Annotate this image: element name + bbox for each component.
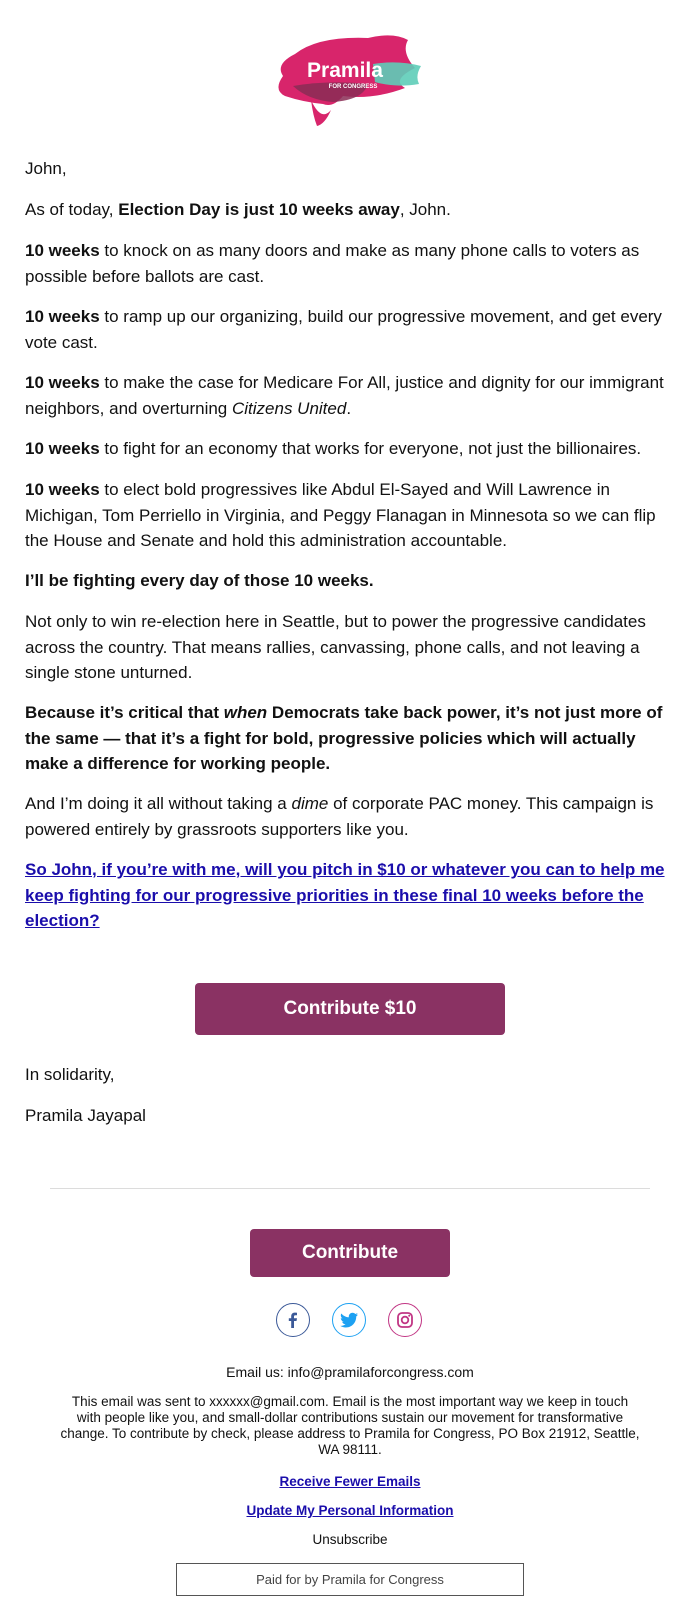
donate-link[interactable]: So John, if you’re with me, will you pitch in $10 or whatever you can to help me keep fighting for our progressive priorities in these final 10 weeks before the election? bbox=[25, 860, 665, 930]
update-info-paragraph bbox=[55, 1503, 645, 1519]
logo-subtitle: FOR CONGRESS bbox=[328, 84, 378, 90]
fewer-emails-paragraph bbox=[55, 1474, 645, 1490]
contribute-10-button[interactable]: Contribute $10 bbox=[195, 983, 505, 1035]
twitter-icon[interactable] bbox=[332, 1303, 366, 1337]
paragraph-doors: 10 weeks to knock on as many doors and make as many phone calls to voters as possible before ballots are cast. bbox=[25, 241, 640, 286]
paragraph-election-day: As of today, Election Day is just 10 weeks away, John. bbox=[25, 200, 451, 219]
cta-paragraph bbox=[25, 857, 670, 934]
paragraph-fighting: I’ll be fighting every day of those 10 weeks. bbox=[25, 571, 374, 590]
paragraph-organizing: 10 weeks to ramp up our organizing, build our progressive movement, and get every vote cast. bbox=[25, 307, 662, 352]
instagram-icon[interactable] bbox=[388, 1303, 422, 1337]
paragraph-seattle: Not only to win re-election here in Seattle, but to power the progressive candidates across the country. That means rallies, canvassing, phone calls, and not leaving a single stone unturned. bbox=[25, 612, 646, 682]
footer-divider bbox=[50, 1188, 650, 1189]
logo-name: Pramila bbox=[307, 59, 383, 82]
signoff: In solidarity, bbox=[25, 1065, 115, 1084]
contribute-button[interactable]: Contribute bbox=[250, 1229, 450, 1277]
update-personal-info-link[interactable]: Update My Personal Information bbox=[246, 1503, 454, 1518]
paid-for-disclaimer: Paid for by Pramila for Congress bbox=[176, 1563, 524, 1596]
email-us-line: Email us: info@pramilaforcongress.com bbox=[226, 1364, 474, 1380]
footer-disclaimer: This email was sent to xxxxxx@gmail.com. Email is the most important way we keep in touch with people like you, and small-dollar contributions sustain our movement for transformative change. To contribute by check, please address to Pramila for Congress, PO Box 21912, Seattle, WA 98111. bbox=[60, 1394, 640, 1457]
receive-fewer-emails-link[interactable]: Receive Fewer Emails bbox=[279, 1474, 421, 1489]
paragraph-pac-money: And I’m doing it all without taking a dime of corporate PAC money. This campaign is powered entirely by grassroots supporters like you. bbox=[25, 794, 654, 839]
facebook-icon[interactable] bbox=[276, 1303, 310, 1337]
unsubscribe-link[interactable]: Unsubscribe bbox=[312, 1532, 388, 1547]
pramila-logo bbox=[273, 30, 423, 130]
paragraph-medicare: 10 weeks to make the case for Medicare For All, justice and dignity for our immigrant neighbors, and overturning Citizens United. bbox=[25, 373, 664, 418]
paragraph-economy: 10 weeks to fight for an economy that works for everyone, not just the billionaires. bbox=[25, 439, 642, 458]
greeting: John, bbox=[25, 159, 67, 178]
paragraph-progressives: 10 weeks to elect bold progressives like Abdul El-Sayed and Will Lawrence in Michigan, Tom Perriello in Virginia, and Peggy Flanagan in Minnesota so we can flip the House and Senate and hold this administration accountable. bbox=[25, 480, 656, 550]
signature: Pramila Jayapal bbox=[25, 1106, 146, 1125]
paragraph-critical: Because it’s critical that when Democrats take back power, it’s not just more of the same — that it’s a fight for bold, progressive policies which will actually make a difference for working people. bbox=[25, 703, 663, 773]
